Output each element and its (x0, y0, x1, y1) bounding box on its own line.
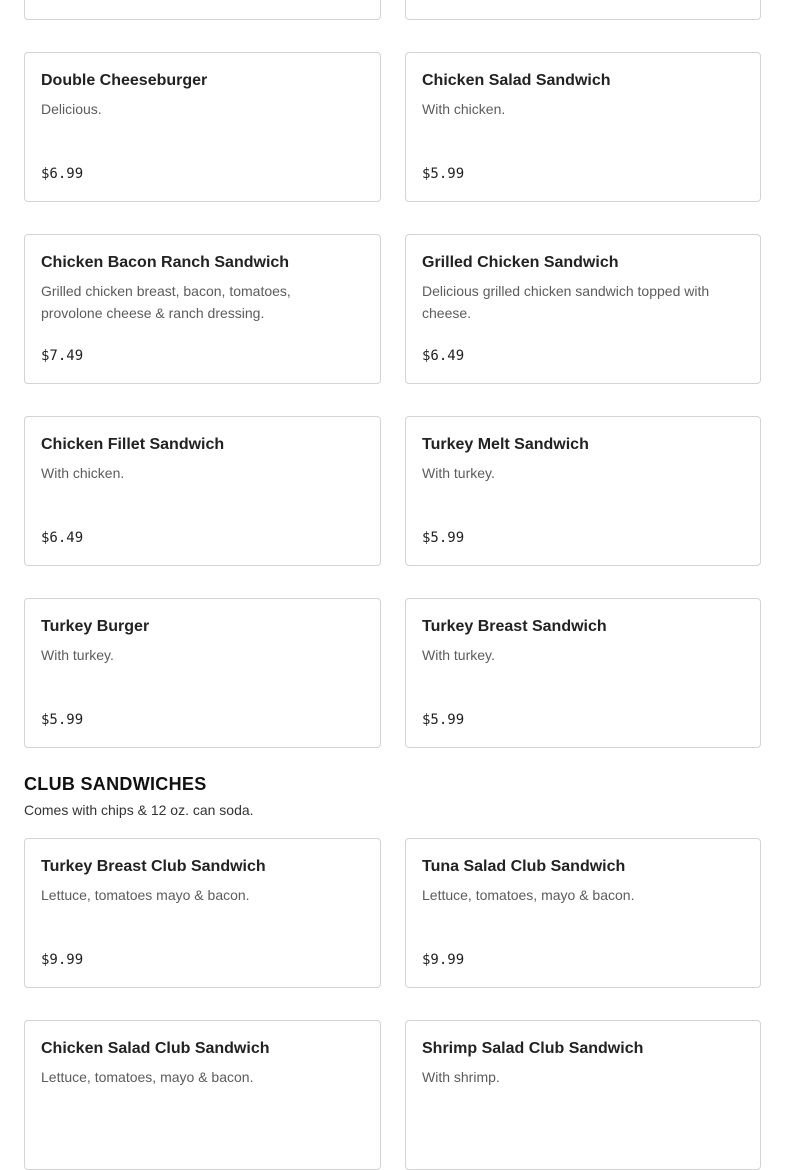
menu-item-card[interactable] (24, 838, 381, 988)
menu-item-card[interactable] (405, 0, 761, 20)
menu-item-description: Delicious. (41, 101, 102, 117)
menu-item-name: Tuna Salad Club Sandwich (422, 858, 626, 875)
menu-item-card[interactable] (24, 52, 381, 202)
menu-item-name: Turkey Burger (41, 618, 150, 635)
menu-item-description: Delicious grilled chicken sandwich topped with cheese. (422, 283, 710, 321)
menu-item-card[interactable] (24, 0, 381, 20)
menu-item-price: $5.99 (422, 712, 465, 728)
menu-item-description: With chicken. (422, 101, 506, 117)
menu-item-price: $9.99 (41, 952, 84, 968)
menu-item-price: $6.49 (41, 530, 84, 546)
menu-item-name: Chicken Salad Club Sandwich (41, 1040, 270, 1057)
menu-item-name: Double Cheeseburger (41, 72, 208, 89)
menu-item-name: Turkey Melt Sandwich (422, 436, 589, 453)
menu-item-description: Lettuce, tomatoes, mayo & bacon. (41, 1069, 254, 1085)
section-title: CLUB SANDWICHES (24, 774, 207, 794)
menu-item-description: With shrimp. (422, 1069, 500, 1085)
menu-item-price: $5.99 (422, 166, 465, 182)
menu-item-card[interactable] (405, 234, 761, 384)
menu-item-card[interactable] (24, 234, 381, 384)
menu-item-card[interactable] (405, 1020, 761, 1170)
menu-item-description: With turkey. (41, 647, 114, 663)
menu-item-price: $6.49 (422, 348, 465, 364)
menu-item-description: Grilled chicken breast, bacon, tomatoes, provolone cheese & ranch dressing. (41, 283, 291, 321)
menu-item-description: With turkey. (422, 465, 495, 481)
menu-item-name: Shrimp Salad Club Sandwich (422, 1040, 644, 1057)
menu-item-price: $5.99 (41, 712, 84, 728)
menu-item-name: Chicken Bacon Ranch Sandwich (41, 254, 290, 271)
menu-item-card[interactable] (24, 598, 381, 748)
menu-item-card[interactable] (405, 416, 761, 566)
menu-item-description: Lettuce, tomatoes mayo & bacon. (41, 887, 250, 903)
menu-item-card[interactable] (405, 838, 761, 988)
menu-item-description: Lettuce, tomatoes, mayo & bacon. (422, 887, 635, 903)
menu-item-name: Turkey Breast Club Sandwich (41, 858, 266, 875)
menu-item-description: With chicken. (41, 465, 125, 481)
menu-item-description: With turkey. (422, 647, 495, 663)
menu-item-name: Chicken Fillet Sandwich (41, 436, 225, 453)
menu-item-price: $6.99 (41, 166, 84, 182)
menu-item-card[interactable] (24, 416, 381, 566)
menu-item-name: Turkey Breast Sandwich (422, 618, 607, 635)
menu-item-price: $7.49 (41, 348, 84, 364)
menu-item-card[interactable] (405, 52, 761, 202)
menu-item-price: $5.99 (422, 530, 465, 546)
section-subtitle: Comes with chips & 12 oz. can soda. (24, 802, 254, 818)
menu-item-card[interactable] (405, 598, 761, 748)
menu-item-price: $9.99 (422, 952, 465, 968)
menu-item-name: Chicken Salad Sandwich (422, 72, 611, 89)
menu-item-card[interactable] (24, 1020, 381, 1170)
menu-item-name: Grilled Chicken Sandwich (422, 254, 619, 271)
